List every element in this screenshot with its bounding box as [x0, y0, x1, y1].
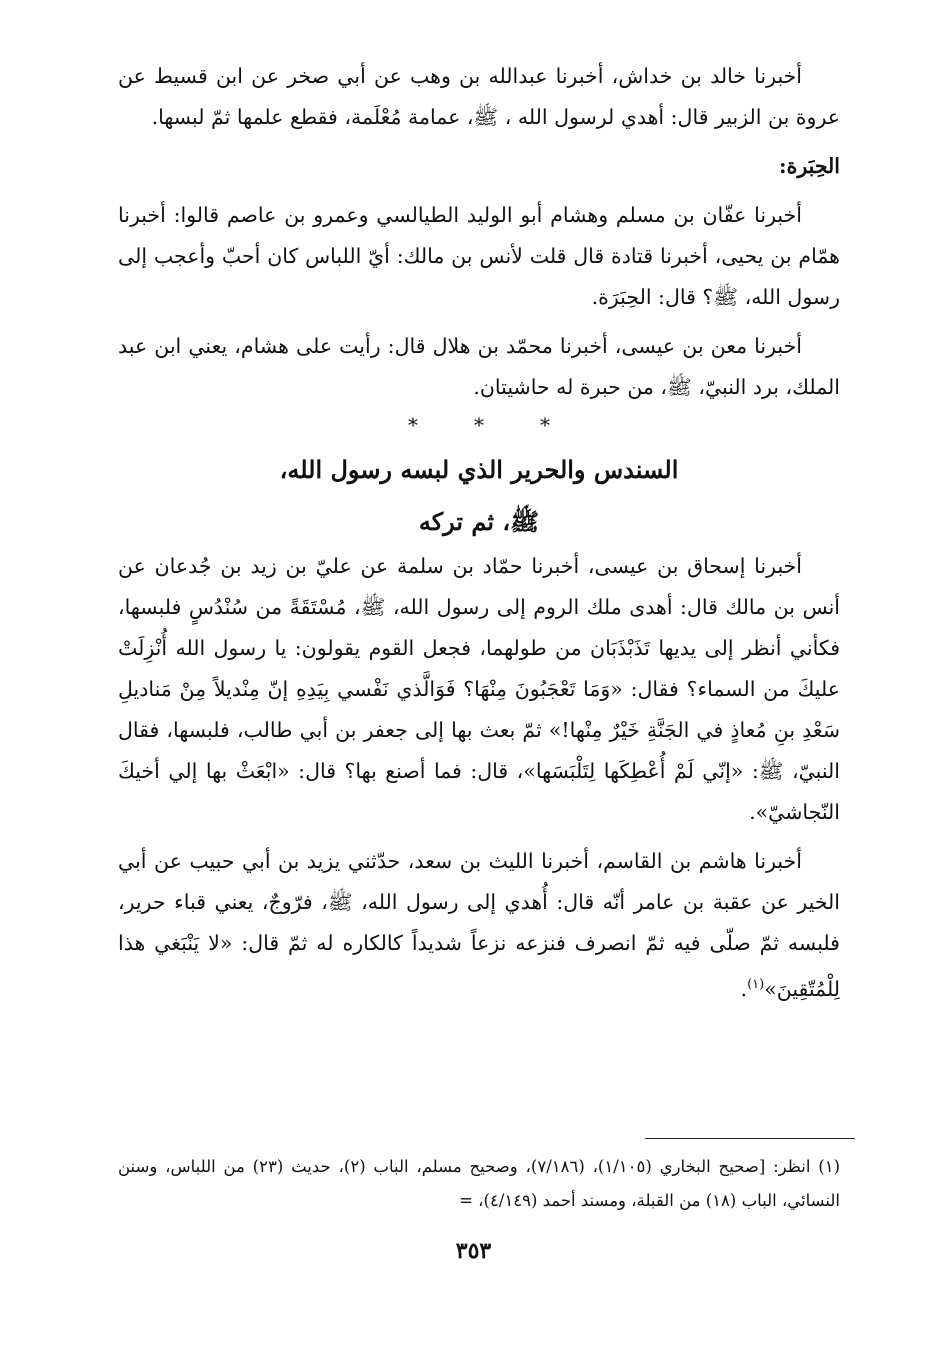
page-number: ٣٥٣	[455, 1238, 492, 1264]
section-separator	[118, 410, 840, 440]
paragraph-text: أخبرنا هاشم بن القاسم، أخبرنا الليث بن سعد، حدّثني يزيد بن أبي حبيب عن أبي الخير عن عقبة بن عامر أنّه قال: أُهدي إلى رسول الله، ﷺ، فرّوجٌ، يعني قباء حرير، فلبسه ثمّ صلّى فيه ثمّ انصرف فنزعه نزعاً شديداً كالكاره له ثمّ قال: «لا يَنْبَغي هذا لِلْمُتّقِينَ»	[118, 849, 840, 1001]
footnote-reference: (١)	[747, 977, 765, 992]
separator-star: *	[540, 413, 550, 437]
page-body	[118, 56, 840, 1010]
paragraph-hashim-ibn-al-qasim	[118, 841, 840, 1010]
chapter-heading-line-2: ﷺ، ثم تركه	[418, 507, 540, 536]
paragraph-maan-ibn-isa: أخبرنا معن بن عيسى، أخبرنا محمّد بن هلال قال: رأيت على هشام، يعني ابن عبد الملك، برد النبيّ، ﷺ، من حبرة له حاشيتان.	[118, 334, 840, 399]
separator-star: *	[408, 413, 418, 437]
footnote-1: (١) انظر: [صحيح البخاري (١/١٠٥)، (٧/١٨٦)، وصحيح مسلم، الباب (٢)، حديث (٢٣) من اللباس، وسنن النسائي، الباب (١٨) من القبلة، ومسند أحمد (٤/١٤٩)، =	[118, 1157, 840, 1210]
paragraph-affan-ibn-muslim: أخبرنا عفّان بن مسلم وهشام أبو الوليد الطيالسي وعمرو بن عاصم قالوا: أخبرنا همّام بن يحيى، أخبرنا قتادة قال قلت لأنس بن مالك: أيّ اللباس كان أحبّ وأعجب إلى رسول الله، ﷺ؟ قال: الحِبَرَة.	[118, 203, 840, 309]
footnote-divider	[645, 1138, 855, 1139]
paragraph-end-mark: .	[740, 976, 748, 1001]
footnote-block	[118, 1150, 840, 1218]
paragraph-ishaq-ibn-isa: أخبرنا إسحاق بن عيسى، أخبرنا حمّاد بن سلمة عن عليّ بن زيد بن جُدعان عن أنس بن مالك قال: أهدى ملك الروم إلى رسول الله، ﷺ، مُسْتَقَةً من سُنْدُسٍ فلبسها، فكأني أنظر إلى يديها تَذَبْذَبَان من طولهما، فجعل القوم يقولون: يا رسول الله أُنْزِلَتْ عليكَ من السماء؟ فقال: «وَمَا تَعْجَبُونَ مِنْهَا؟ فَوَالَّذي نَفْسي بِيَدِهِ إنّ مِنْديلاً مِنْ مَناديلِ سَعْدِ بنِ مُعاذٍ في الجَنَّةِ خَيْرٌ مِنْها!» ثمّ بعث بها إلى جعفر بن أبي طالب، فلبسها، فقال النبيّ، ﷺ: «إنّي لَمْ أُعْطِكَها لِتَلْبَسَها»، قال: فما أصنع بها؟ قال: «ابْعَثْ بها إلي أخيكَ النّجاشيّ».	[118, 554, 840, 824]
section-label-hibara: الحِبَرة:	[779, 154, 840, 178]
paragraph-khalid-ibn-khidash: أخبرنا خالد بن خداش، أخبرنا عبدالله بن وهب عن أبي صخر عن ابن قسيط عن عروة بن الزبير قال: أهدي لرسول الله ، ﷺ، عمامة مُعْلَمة، فقطع علمها ثمّ لبسها.	[118, 64, 840, 129]
chapter-heading-line-1: السندس والحرير الذي لبسه رسول الله،	[279, 455, 679, 484]
separator-star: *	[474, 413, 484, 437]
